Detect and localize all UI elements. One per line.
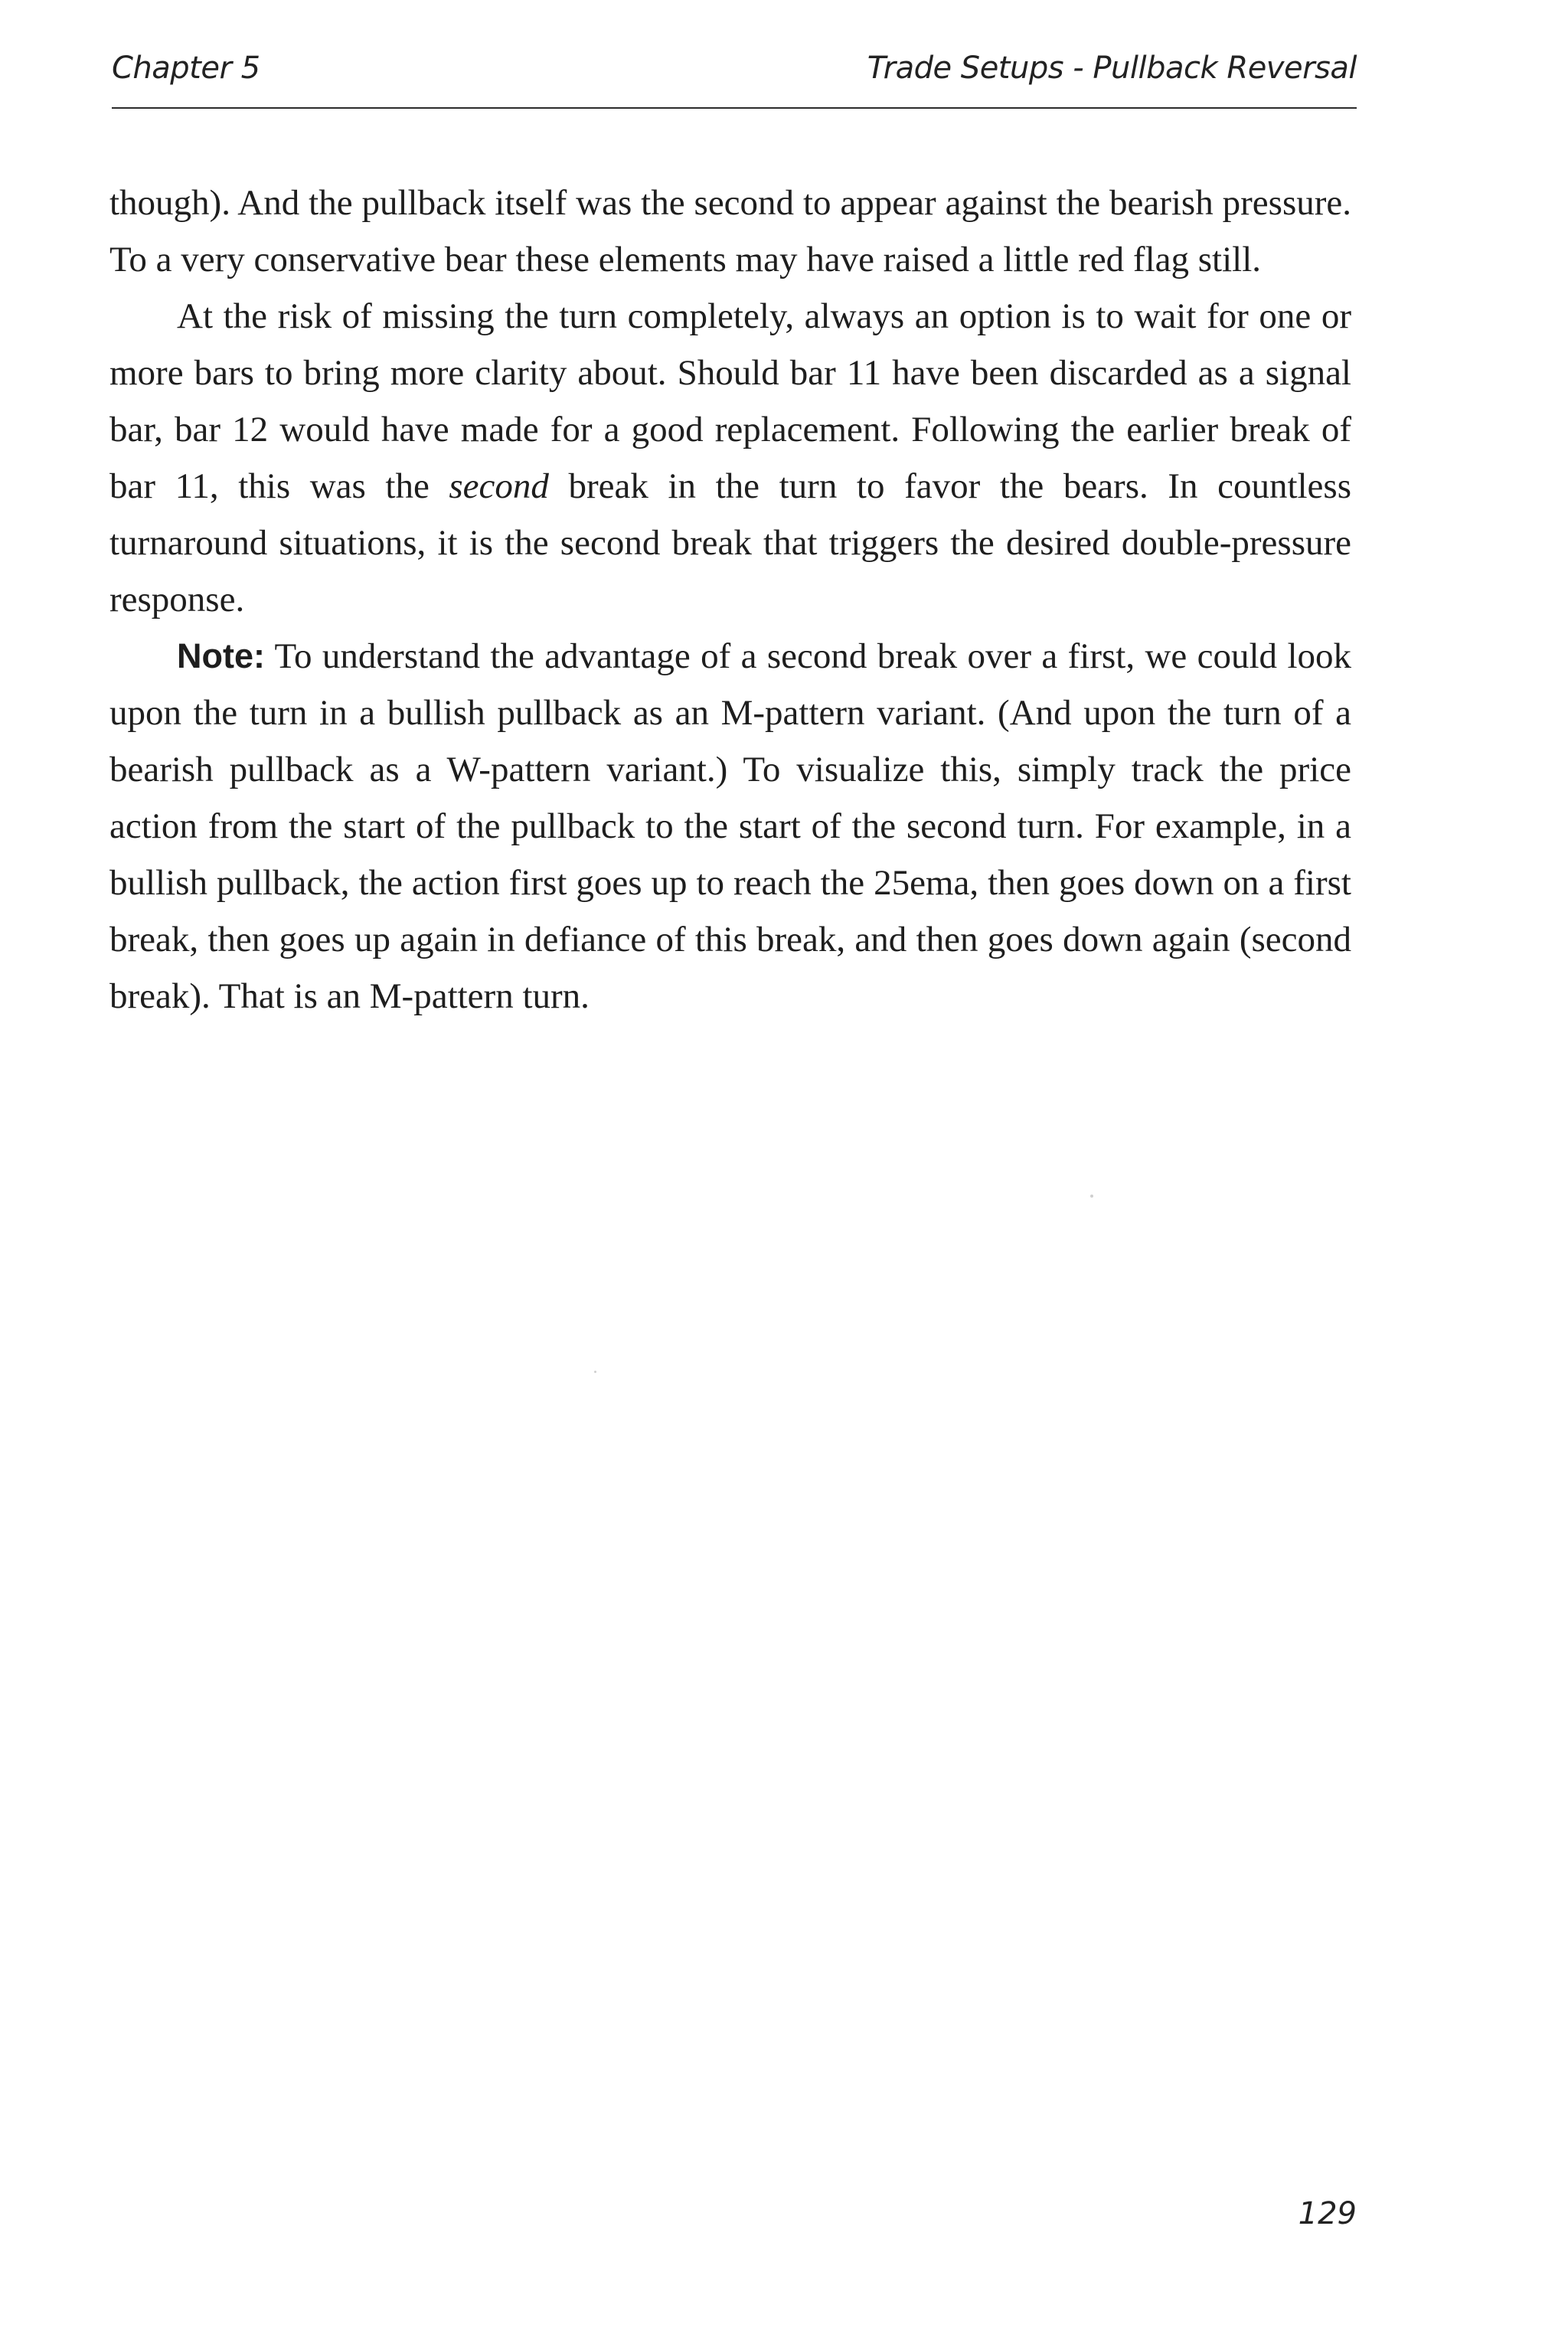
running-header xyxy=(112,46,1357,109)
body-text xyxy=(109,175,1351,1025)
emphasis-second: second xyxy=(449,466,549,506)
paragraph-note xyxy=(109,628,1351,1025)
section-title: Trade Setups - Pullback Reversal xyxy=(867,51,1357,86)
page-number: 129 xyxy=(1298,2196,1357,2231)
paragraph-text-start: At the risk of missing the turn completely, always an option is to wait for one or more bars to bring more clarity about. Should bar 11 have been discarded as a signal bar, bar 12 would have made for a good replacement. Following the earlier break of bar 11, this was the xyxy=(109,296,1351,506)
paragraph-text-end: break in the turn to favor the bears. In countless turnaround situations, it is the second break that triggers the desired double-pressure response. xyxy=(109,466,1351,619)
note-text: To understand the advantage of a second break over a first, we could look upon the turn in a bullish pullback as an M-pattern variant. (And upon the turn of a bearish pullback as a W-pattern variant.) To visualize this, simply track the price action from the start of the pullback to the start of the second turn. For example, in a bullish pullback, the action first goes up to reach the 25ema, then goes down on a first break, then goes up again in defiance of this break, and then goes down again (second break). That is an M-pattern turn. xyxy=(109,636,1351,1016)
chapter-label: Chapter 5 xyxy=(112,51,260,86)
note-label: Note: xyxy=(177,636,265,675)
print-speck xyxy=(594,1371,596,1373)
paragraph-second-break xyxy=(109,288,1351,628)
paragraph-continuation: though). And the pullback itself was the second to appear against the bearish pressure. To a very conservative bear these elements may have raised a little red flag still. xyxy=(109,183,1351,279)
print-speck xyxy=(1090,1195,1093,1198)
